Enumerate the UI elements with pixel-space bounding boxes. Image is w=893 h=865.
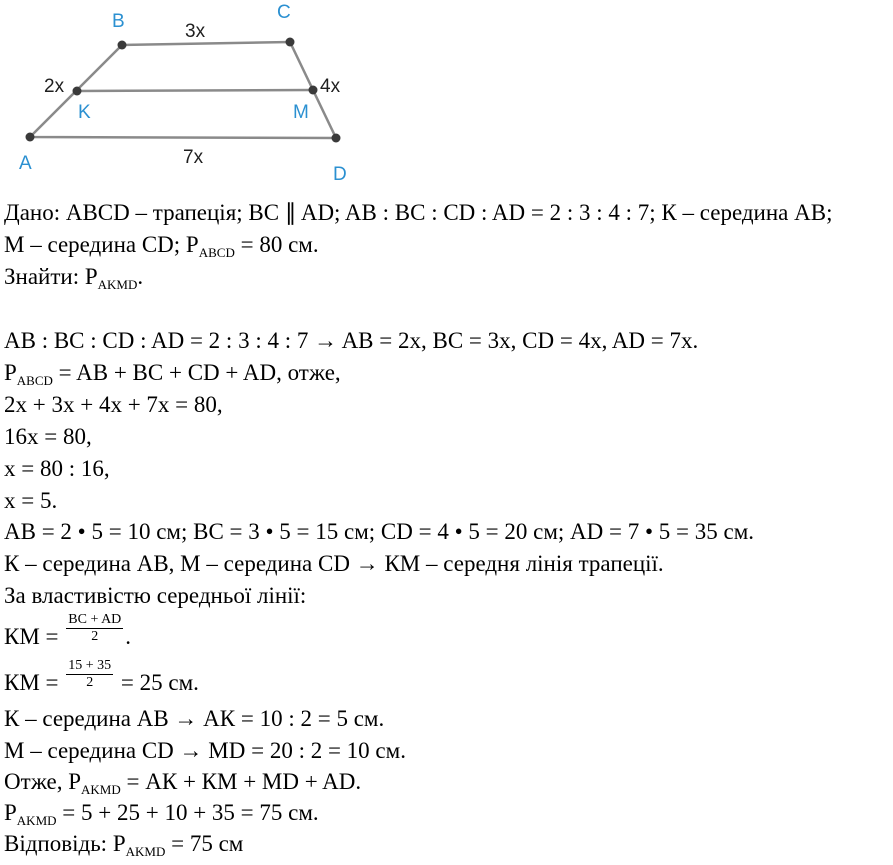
text-part: = 80 см. [234, 232, 319, 257]
text-part: P [4, 800, 17, 825]
subscript: ABCD [198, 245, 235, 260]
label-m: M [293, 102, 309, 123]
point-d-dot [332, 134, 341, 143]
label-k: K [78, 102, 91, 123]
point-c-dot [286, 38, 295, 47]
denominator: 2 [91, 629, 99, 644]
solution-line-4: 16x = 80, [4, 424, 92, 449]
subscript: AKMD [125, 844, 166, 859]
midline-km [77, 90, 313, 91]
subscript: ABCD [16, 373, 53, 388]
label-b: B [112, 11, 125, 32]
text-part: = AB + BC + CD + AD, отже, [52, 360, 341, 385]
label-bc-length: 3x [185, 21, 206, 42]
denominator: 2 [86, 675, 94, 690]
solution-line-6: x = 5. [4, 488, 58, 513]
label-ab-length: 2x [44, 76, 65, 97]
solution-line-5: x = 80 : 16, [4, 456, 110, 481]
point-a-dot [26, 133, 35, 142]
text-part: M – середина CD; P [4, 232, 199, 257]
label-c: C [277, 2, 291, 23]
solution-line-13: M – середина CD → MD = 20 : 2 = 10 см. [4, 738, 406, 763]
text-part: КМ = [4, 669, 65, 695]
point-b-dot [118, 41, 127, 50]
text-part: P [4, 360, 17, 385]
solution-line-9: За властивістю середньої лінії: [4, 583, 307, 608]
solution-line-10 [4, 612, 132, 655]
subscript: AKMD [97, 277, 138, 292]
solution-line-1: AB : BC : CD : AD = 2 : 3 : 4 : 7 → AB = 2x, BC = 3x, CD = 4x, AD = 7x. [4, 328, 699, 353]
numerator: 15 + 35 [68, 658, 112, 673]
solution-line-12: К – середина AB → АК = 10 : 2 = 5 см. [4, 706, 385, 731]
text-part: = АК + КМ + MD + AD. [120, 769, 362, 794]
solution-line-15 [4, 800, 319, 834]
fraction [66, 658, 113, 691]
numerator: BC + AD [68, 612, 122, 627]
subscript: AKMD [16, 813, 57, 828]
text-part: = 75 см [165, 831, 244, 856]
text-part: КМ = [4, 623, 65, 649]
point-m-dot [309, 86, 318, 95]
given-line-1: Дано: ABCD – трапеція; BC ∥ AD; AB : BC : CD : AD = 2 : 3 : 4 : 7; К – середина AB; [4, 200, 833, 225]
solution-line-3: 2x + 3x + 4x + 7x = 80, [4, 392, 223, 417]
solution-line-2 [4, 360, 341, 394]
text-part: . [137, 264, 144, 289]
solution-line-11 [4, 658, 199, 701]
trapezoid-figure [0, 0, 380, 190]
label-ad-length: 7x [183, 147, 204, 168]
given-line-2 [4, 232, 319, 266]
solution-line-8: К – середина AB, M – середина CD → КМ – середня лінія трапеції. [4, 551, 664, 576]
text-part: Відповідь: P [4, 831, 126, 856]
text-part: . [125, 623, 132, 649]
text-part: Отже, P [4, 769, 82, 794]
text-part: Знайти: P [4, 264, 98, 289]
text-part: = 25 см. [115, 669, 199, 695]
solution-line-14 [4, 769, 361, 803]
answer-line [4, 831, 243, 865]
point-k-dot [73, 87, 82, 96]
label-cd-length: 4x [320, 76, 341, 97]
find-line [4, 264, 143, 298]
label-a: A [19, 153, 32, 174]
fraction [66, 612, 123, 645]
solution-line-7: AB = 2 • 5 = 10 см; BC = 3 • 5 = 15 см; CD = 4 • 5 = 20 см; AD = 7 • 5 = 35 см. [4, 519, 755, 544]
label-d: D [333, 164, 347, 185]
subscript: AKMD [81, 782, 121, 797]
text-part: = 5 + 25 + 10 + 35 = 75 см. [56, 800, 319, 825]
